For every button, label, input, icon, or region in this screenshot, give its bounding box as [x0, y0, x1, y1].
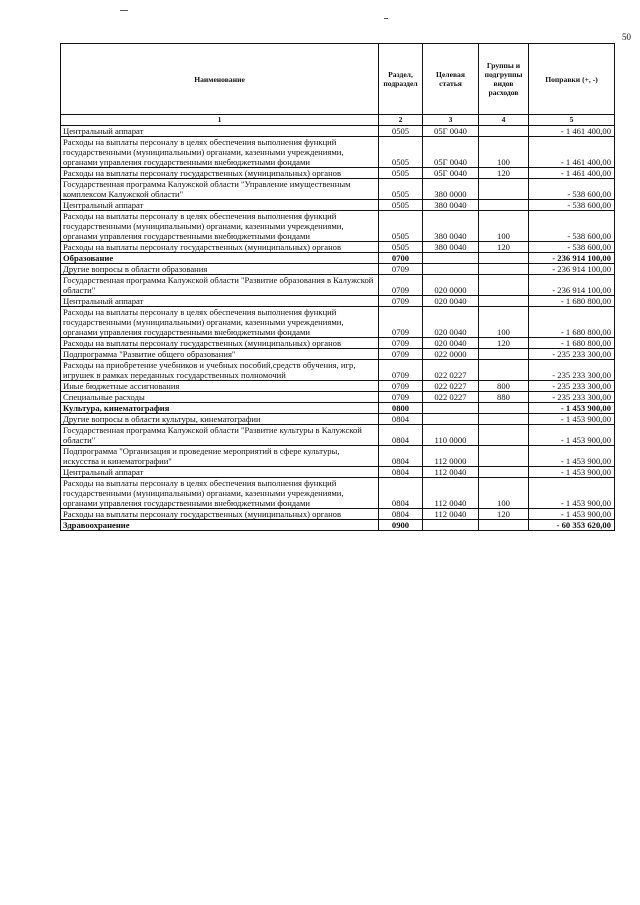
- row-section: 0505: [379, 179, 423, 200]
- row-expense-group: 120: [479, 338, 529, 349]
- row-section: 0505: [379, 242, 423, 253]
- row-target-article: 380 0040: [423, 200, 479, 211]
- table-row: [61, 425, 615, 446]
- table-body: [61, 126, 615, 531]
- row-target-article: 112 0040: [423, 467, 479, 478]
- table-row: [61, 338, 615, 349]
- row-expense-group: [479, 253, 529, 264]
- row-expense-group: [479, 414, 529, 425]
- row-target-article: [423, 414, 479, 425]
- row-target-article: 022 0227: [423, 381, 479, 392]
- row-expense-group: [479, 446, 529, 467]
- row-expense-group: [479, 467, 529, 478]
- row-name: Иные бюджетные ассигнования: [61, 381, 379, 392]
- row-target-article: 020 0040: [423, 307, 479, 338]
- row-expense-group: [479, 126, 529, 137]
- row-section: 0709: [379, 296, 423, 307]
- row-amount: - 538 600,00: [529, 242, 615, 253]
- table-row: [61, 296, 615, 307]
- row-target-article: 020 0040: [423, 338, 479, 349]
- row-name: Государственная программа Калужской области "Развитие культуры в Калужской области": [61, 425, 379, 446]
- scan-artifact: [120, 10, 128, 11]
- row-target-article: 380 0040: [423, 242, 479, 253]
- row-section: 0804: [379, 467, 423, 478]
- row-name: Образование: [61, 253, 379, 264]
- row-section: 0709: [379, 264, 423, 275]
- column-number: 3: [423, 115, 479, 126]
- row-section: 0804: [379, 425, 423, 446]
- table-row: [61, 446, 615, 467]
- row-amount: - 236 914 100,00: [529, 253, 615, 264]
- row-target-article: [423, 403, 479, 414]
- row-amount: - 538 600,00: [529, 179, 615, 200]
- table-row: [61, 509, 615, 520]
- table-row: [61, 264, 615, 275]
- table-row: [61, 242, 615, 253]
- row-amount: - 1 453 900,00: [529, 425, 615, 446]
- row-amount: - 538 600,00: [529, 211, 615, 242]
- row-section: 0700: [379, 253, 423, 264]
- table-row: [61, 179, 615, 200]
- row-section: 0709: [379, 275, 423, 296]
- table-row: [61, 275, 615, 296]
- table-row: [61, 478, 615, 509]
- row-expense-group: [479, 179, 529, 200]
- row-amount: - 235 233 300,00: [529, 360, 615, 381]
- row-section: 0804: [379, 509, 423, 520]
- row-name: Расходы на выплаты персоналу в целях обеспечения выполнения функций государственными (муниципальными) органами, казенными учреждениями, органами управления государственными внебюджетными фондами: [61, 211, 379, 242]
- row-target-article: 022 0227: [423, 360, 479, 381]
- table-row: [61, 168, 615, 179]
- row-expense-group: [479, 264, 529, 275]
- row-amount: - 235 233 300,00: [529, 392, 615, 403]
- row-name: Расходы на выплаты персоналу государственных (муниципальных) органов: [61, 242, 379, 253]
- row-name: Расходы на выплаты персоналу в целях обеспечения выполнения функций государственными (муниципальными) органами, казенными учреждениями, органами управления государственными внебюджетными фондами: [61, 478, 379, 509]
- row-expense-group: 100: [479, 478, 529, 509]
- row-amount: - 1 453 900,00: [529, 414, 615, 425]
- row-name: Центральный аппарат: [61, 296, 379, 307]
- row-name: Государственная программа Калужской области "Развитие образования в Калужской области": [61, 275, 379, 296]
- row-amount: - 1 453 900,00: [529, 478, 615, 509]
- row-amount: - 1 461 400,00: [529, 168, 615, 179]
- row-target-article: [423, 520, 479, 531]
- row-name: Расходы на выплаты персоналу государственных (муниципальных) органов: [61, 338, 379, 349]
- row-name: Подпрограмма "Развитие общего образования": [61, 349, 379, 360]
- row-expense-group: [479, 425, 529, 446]
- row-amount: - 1 453 900,00: [529, 446, 615, 467]
- row-amount: - 1 453 900,00: [529, 509, 615, 520]
- row-expense-group: 120: [479, 509, 529, 520]
- column-number: 4: [479, 115, 529, 126]
- header-expense-groups: Группы и подгруппы видов расходов: [479, 44, 529, 115]
- row-target-article: 05Г 0040: [423, 126, 479, 137]
- row-target-article: 022 0227: [423, 392, 479, 403]
- row-name: Подпрограмма "Организация и проведение мероприятий в сфере культуры, искусства и кинематографии": [61, 446, 379, 467]
- table-row: [61, 414, 615, 425]
- row-expense-group: 800: [479, 381, 529, 392]
- table-row: [61, 349, 615, 360]
- row-amount: - 1 461 400,00: [529, 126, 615, 137]
- row-target-article: 112 0000: [423, 446, 479, 467]
- row-name: Другие вопросы в области образования: [61, 264, 379, 275]
- row-target-article: 05Г 0040: [423, 137, 479, 168]
- row-expense-group: [479, 360, 529, 381]
- row-expense-group: [479, 349, 529, 360]
- row-amount: - 1 680 800,00: [529, 338, 615, 349]
- budget-amendments-table: [60, 43, 615, 531]
- row-section: 0505: [379, 211, 423, 242]
- table-row: [61, 360, 615, 381]
- table-row: [61, 211, 615, 242]
- header-target-article: Целевая статья: [423, 44, 479, 115]
- row-amount: - 538 600,00: [529, 200, 615, 211]
- row-target-article: 380 0000: [423, 179, 479, 200]
- row-expense-group: 120: [479, 242, 529, 253]
- row-target-article: 020 0000: [423, 275, 479, 296]
- row-name: Специальные расходы: [61, 392, 379, 403]
- header-section: Раздел, подраздел: [379, 44, 423, 115]
- row-section: 0804: [379, 446, 423, 467]
- row-expense-group: 120: [479, 168, 529, 179]
- row-target-article: 112 0040: [423, 478, 479, 509]
- row-name: Расходы на выплаты персоналу государственных (муниципальных) органов: [61, 168, 379, 179]
- row-expense-group: 100: [479, 211, 529, 242]
- table-row: [61, 403, 615, 414]
- row-expense-group: [479, 403, 529, 414]
- row-amount: - 235 233 300,00: [529, 381, 615, 392]
- row-target-article: 110 0000: [423, 425, 479, 446]
- table-row: [61, 381, 615, 392]
- row-section: 0505: [379, 200, 423, 211]
- row-expense-group: [479, 200, 529, 211]
- row-target-article: 020 0040: [423, 296, 479, 307]
- row-expense-group: [479, 275, 529, 296]
- table-row: [61, 392, 615, 403]
- table-row: [61, 126, 615, 137]
- row-expense-group: 880: [479, 392, 529, 403]
- table-row: [61, 253, 615, 264]
- row-section: 0800: [379, 403, 423, 414]
- row-amount: - 236 914 100,00: [529, 264, 615, 275]
- row-name: Культура, кинематография: [61, 403, 379, 414]
- row-target-article: 05Г 0040: [423, 168, 479, 179]
- row-name: Центральный аппарат: [61, 467, 379, 478]
- header-name: Наименование: [61, 44, 379, 115]
- header-amendments: Поправки (+, -): [529, 44, 615, 115]
- row-name: Расходы на приобретение учебников и учебных пособий,средств обучения, игр, игрушек в рамках переданных государственных полномочий: [61, 360, 379, 381]
- row-expense-group: [479, 520, 529, 531]
- row-section: 0505: [379, 168, 423, 179]
- row-section: 0709: [379, 307, 423, 338]
- row-target-article: [423, 264, 479, 275]
- row-amount: - 1 453 900,00: [529, 467, 615, 478]
- column-number: 2: [379, 115, 423, 126]
- row-name: Государственная программа Калужской области "Управление имущественным комплексом Калужской области": [61, 179, 379, 200]
- row-section: 0505: [379, 126, 423, 137]
- row-expense-group: 100: [479, 307, 529, 338]
- row-section: 0709: [379, 392, 423, 403]
- row-target-article: [423, 253, 479, 264]
- row-name: Расходы на выплаты персоналу в целях обеспечения выполнения функций государственными (муниципальными) органами, казенными учреждениями, органами управления государственными внебюджетными фондами: [61, 307, 379, 338]
- row-amount: - 1 453 900,00: [529, 403, 615, 414]
- row-name: Расходы на выплаты персоналу государственных (муниципальных) органов: [61, 509, 379, 520]
- row-amount: - 235 233 300,00: [529, 349, 615, 360]
- row-name: Центральный аппарат: [61, 126, 379, 137]
- table-row: [61, 520, 615, 531]
- table-row: [61, 467, 615, 478]
- table-row: [61, 307, 615, 338]
- row-section: 0709: [379, 381, 423, 392]
- row-section: 0709: [379, 360, 423, 381]
- row-amount: - 60 353 620,00: [529, 520, 615, 531]
- row-expense-group: [479, 296, 529, 307]
- table-row: [61, 137, 615, 168]
- scan-artifact: [384, 18, 388, 19]
- page-number: 50: [622, 32, 631, 42]
- row-section: 0709: [379, 338, 423, 349]
- row-name: Расходы на выплаты персоналу в целях обеспечения выполнения функций государственными (муниципальными) органами, казенными учреждениями, органами управления государственными внебюджетными фондами: [61, 137, 379, 168]
- row-amount: - 1 461 400,00: [529, 137, 615, 168]
- row-target-article: 380 0040: [423, 211, 479, 242]
- column-number: 1: [61, 115, 379, 126]
- row-expense-group: 100: [479, 137, 529, 168]
- row-name: Другие вопросы в области культуры, кинематографии: [61, 414, 379, 425]
- row-target-article: 022 0000: [423, 349, 479, 360]
- table-row: [61, 200, 615, 211]
- column-numbers-row: [61, 115, 615, 126]
- row-section: 0900: [379, 520, 423, 531]
- row-amount: - 1 680 800,00: [529, 296, 615, 307]
- row-name: Здравоохранение: [61, 520, 379, 531]
- row-section: 0709: [379, 349, 423, 360]
- column-number: 5: [529, 115, 615, 126]
- row-amount: - 1 680 800,00: [529, 307, 615, 338]
- row-section: 0804: [379, 414, 423, 425]
- row-target-article: 112 0040: [423, 509, 479, 520]
- row-section: 0804: [379, 478, 423, 509]
- row-section: 0505: [379, 137, 423, 168]
- table-header-row: [61, 44, 615, 115]
- row-name: Центральный аппарат: [61, 200, 379, 211]
- row-amount: - 236 914 100,00: [529, 275, 615, 296]
